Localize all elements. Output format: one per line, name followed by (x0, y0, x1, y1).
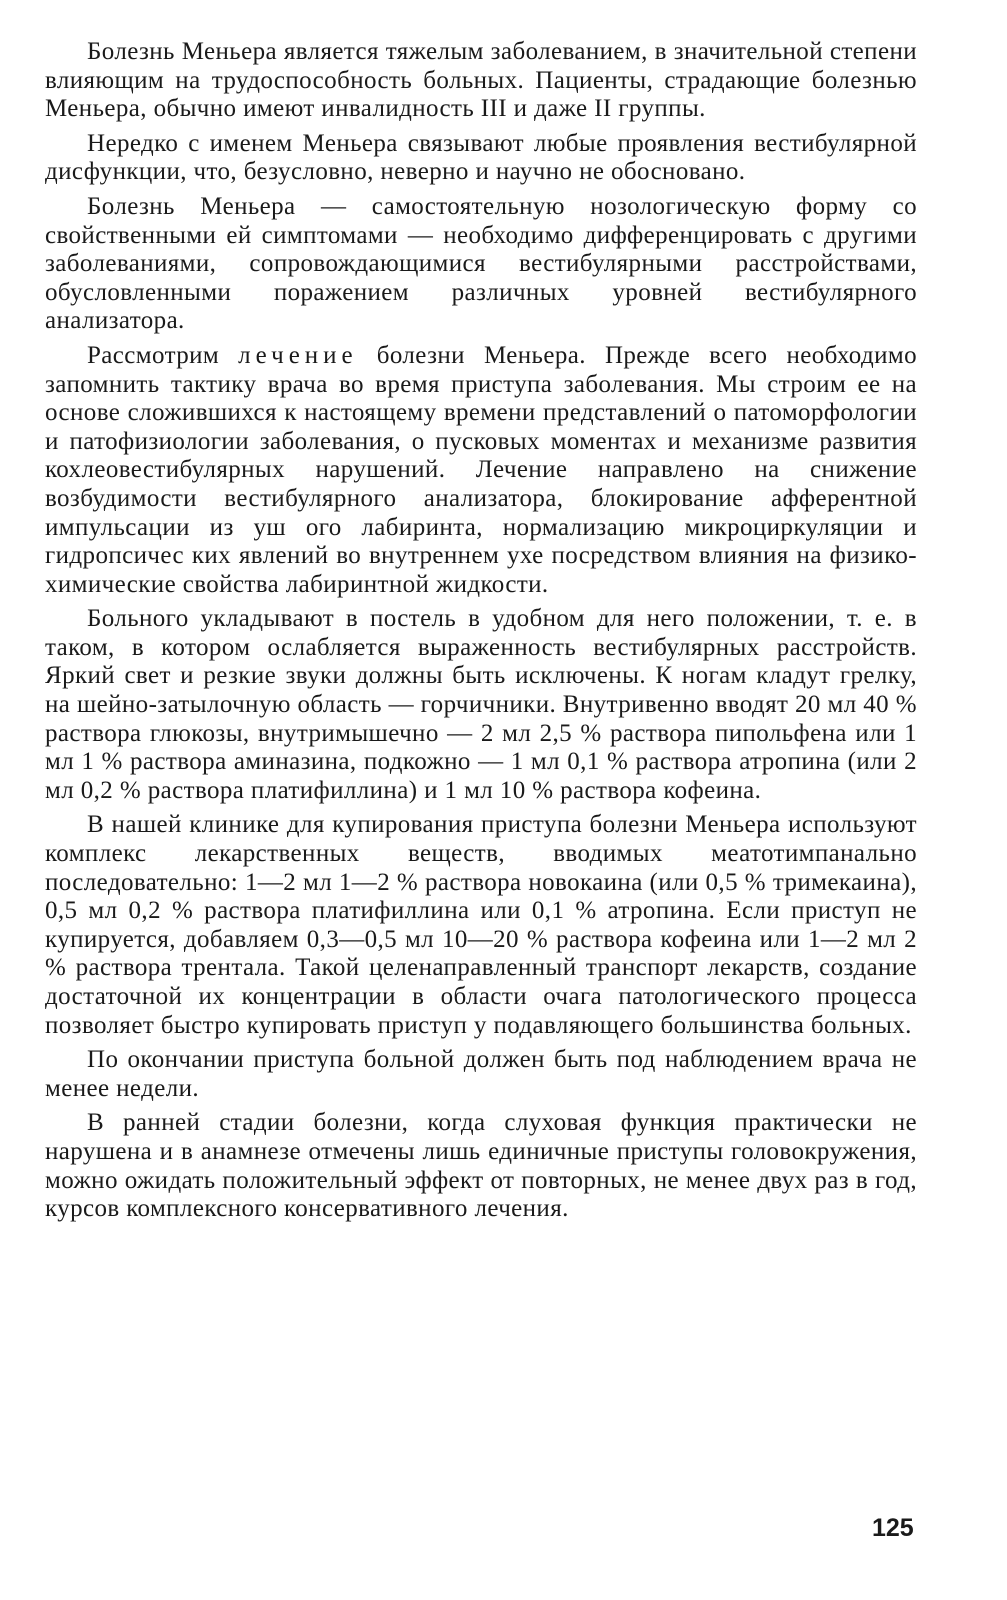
paragraph-7: По окончании приступа больной должен быть под наблюдением врача не менее недели. (45, 1046, 917, 1102)
paragraph-8: В ранней стадии болезни, когда слуховая функция практически не нарушена и в анамнезе отмечены лишь единичные приступы головокружения, можно ожидать положительный эффект от повторных, не менее двух раз в год, курсов комплексного консервативного лечения. (45, 1109, 917, 1223)
paragraph-3: Болезнь Меньера — самостоятельную нозологическую форму со свойственными ей симптомами — необходимо дифференцировать с другими заболеваниями, сопровождающимися вестибулярными расстройствами, обусловленными поражением различных уровней вестибулярного анализатора. (45, 192, 917, 335)
paragraph-4-rest: болезни Меньера. Прежде всего необходимо запомнить тактику врача во время приступа заболевания. Мы строим ее на основе сложившихся к настоящему времени представлений о патоморфологии и патофизиологии заболевания, о пусковых моментах и механизме развития кохлеовестибулярных нарушений. Лечение направлено на снижение возбудимости вестибулярного анализатора, блокирование афферентной импульсации из уш ого лабиринта, нормализацию микроциркуляции и гидропсичес ких явлений во внутреннем ухе посредством влияния на физико-химические свойства лабиринтной жидкости. (45, 341, 917, 598)
paragraph-4-start: Рассмотрим (87, 341, 239, 369)
page-number: 125 (872, 1514, 914, 1542)
spaced-emphasis-word: лечение (238, 341, 358, 369)
paragraph-5: Больного укладывают в постель в удобном для него положении, т. е. в таком, в котором ослабляется выраженность вестибулярных расстройств. Яркий свет и резкие звуки должны быть исключены. К ногам кладут грелку, на шейно-затылочную область — горчичники. Внутривенно вводят 20 мл 40 % раствора глюкозы, внутримышечно — 2 мл 2,5 % раствора пипольфена или 1 мл 1 % раствора аминазина, подкожно — 1 мл 0,1 % раствора атропина (или 2 мл 0,2 % раствора платифиллина) и 1 мл 10 % раствора кофеина. (45, 605, 917, 804)
page-body (45, 38, 917, 1230)
paragraph-1: Болезнь Меньера является тяжелым заболеванием, в значительной степени влияющим на трудоспособность больных. Пациенты, страдающие болезнью Меньера, обычно имеют инвалидность III и даже II группы. (45, 38, 917, 123)
paragraph-2: Нередко с именем Меньера связывают любые проявления вестибулярной дисфункции, что, безусловно, неверно и научно не обосновано. (45, 129, 917, 186)
paragraph-6: В нашей клинике для купирования приступа болезни Меньера используют комплекс лекарственных веществ, вводимых меатотимпанально последовательно: 1—2 мл 1—2 % раствора новокаина (или 0,5 % тримекаина), 0,5 мл 0,2 % раствора платифиллина или 0,1 % атропина. Если приступ не купируется, добавляем 0,3—0,5 мл 10—20 % раствора кофеина или 1—2 мл 2 % раствора трентала. Такой целенаправленный транспорт лекарств, создание достаточной их концентрации в области очага патологического процесса позволяет быстро купировать приступ у подавляющего большинства больных. (45, 811, 917, 1039)
paragraph-4 (45, 342, 917, 599)
